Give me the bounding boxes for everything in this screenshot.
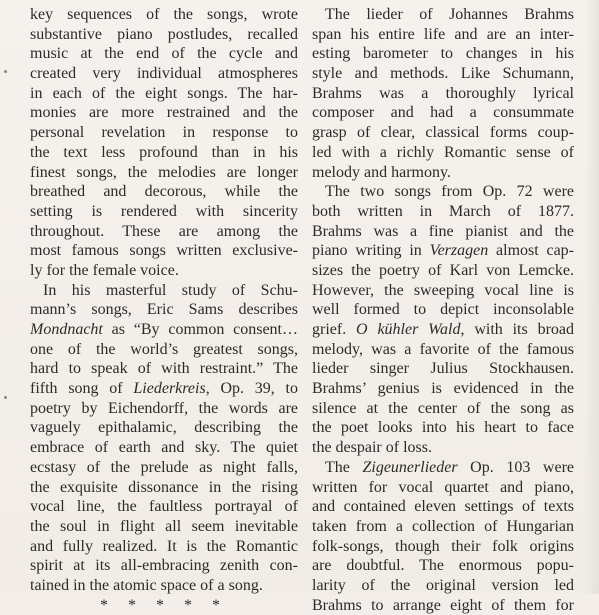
text-line: monies are more restrained and the xyxy=(30,104,298,122)
text-line: The Zigeunerlieder Op. 103 were xyxy=(325,458,575,476)
text-line: personal revelation in response to xyxy=(30,124,298,142)
text-line: span his entire life and are an inter- xyxy=(312,25,574,43)
text-line: created very individual atmospheres xyxy=(30,65,298,83)
text-line: the soul in flight all seem inevitable xyxy=(30,517,298,535)
section-separator: * * * * * xyxy=(100,596,228,614)
text-line: throughout. These are among the xyxy=(30,222,298,240)
text-line: poetry by Eichendorff, the words are xyxy=(30,399,298,417)
text-line: led with a richly Romantic sense of xyxy=(312,143,574,161)
text-line: grasp of clear, classical forms coup- xyxy=(312,124,574,142)
text-line: The lieder of Johannes Brahms xyxy=(325,6,574,23)
text-line: mann’s songs, Eric Sams describes xyxy=(30,301,298,319)
text-line: In his masterful study of Schu- xyxy=(43,281,298,299)
text-line: one of the world’s greatest songs, xyxy=(30,340,298,358)
text-line: esting barometer to changes in his xyxy=(312,45,574,63)
text-line: the poet looks into his heart to face xyxy=(312,419,574,437)
text-line: folk-songs, though their folk origins xyxy=(312,537,574,555)
text-line: the exquisite dissonance in the rising xyxy=(30,478,298,496)
text-line: However, the sweeping vocal line is xyxy=(312,281,574,299)
text-line: both written in March of 1877. xyxy=(312,202,574,220)
text-line: Brahms was a thoroughly lyrical xyxy=(312,84,574,102)
text-line: written for vocal quartet and piano, xyxy=(312,478,574,496)
text-line: substantive piano postludes, recalled xyxy=(30,25,298,43)
text-line: key sequences of the songs, wrote xyxy=(30,6,298,23)
text-line: lieder singer Julius Stockhausen. xyxy=(312,360,574,378)
text-line: in each of the eight songs. The har- xyxy=(30,84,298,102)
text-line: most famous songs written exclusive- xyxy=(30,242,298,260)
margin-speck xyxy=(4,396,7,399)
text-line: are doubtful. The enormous popu- xyxy=(312,557,574,575)
text-line: the text less profound than in his xyxy=(30,143,298,161)
left-text-column xyxy=(30,5,298,615)
text-line: The two songs from Op. 72 were xyxy=(325,183,574,201)
margin-speck xyxy=(4,70,7,73)
text-line: style and methods. Like Schumann, xyxy=(312,65,574,83)
page-edge-shadow xyxy=(585,0,599,594)
text-line: breathed and decorous, while the xyxy=(30,183,298,201)
text-line: grief. O kühler Wald, with its broad xyxy=(312,321,574,338)
text-line: composer and had a consummate xyxy=(312,104,574,122)
text-line: Brahms’ genius is evidenced in the xyxy=(312,380,574,398)
text-line: embrace of earth and sky. The quiet xyxy=(30,439,298,457)
text-line: well formed to depict inconsolable xyxy=(312,301,574,319)
text-line: the despair of loss. xyxy=(312,439,432,457)
text-line: Brahms to arrange eight of them for xyxy=(312,596,574,614)
text-line: sizes the poetry of Karl von Lemcke. xyxy=(312,261,574,279)
text-line: larity of the original version led xyxy=(312,576,574,594)
right-text-column xyxy=(312,5,574,615)
text-line: vocal line, the faultless portrayal of xyxy=(30,498,298,516)
text-line: silence at the center of the song as xyxy=(312,399,574,417)
text-line: finest songs, the melodies are longer xyxy=(30,163,298,181)
text-line: ly for the female voice. xyxy=(30,261,179,279)
text-line: spirit at its all-embracing zenith con- xyxy=(30,557,298,575)
text-line: piano writing in Verzagen almost cap- xyxy=(312,242,574,260)
text-line: taken from a collection of Hungarian xyxy=(312,517,574,535)
text-line: hard to speak of with restraint.” The xyxy=(30,360,298,378)
text-line: Brahms was a fine pianist and the xyxy=(312,222,574,240)
text-line: setting is rendered with sincerity xyxy=(30,202,298,220)
text-line: melody, was a favorite of the famous xyxy=(312,340,574,358)
text-line: and contained eleven settings of texts xyxy=(312,498,574,516)
text-line: vaguely epithalamic, describing the xyxy=(30,419,298,437)
text-line: ecstasy of the prelude as night falls, xyxy=(30,458,298,476)
text-line: Mondnacht as “By common consent… xyxy=(30,321,298,338)
text-line: music at the end of the cycle and xyxy=(30,45,298,63)
text-line: fifth song of Liederkreis, Op. 39, to xyxy=(30,380,298,398)
text-line: and fully realized. It is the Romantic xyxy=(30,537,298,555)
text-line: tained in the atomic space of a song. xyxy=(30,576,263,594)
text-line: melody and harmony. xyxy=(312,163,451,181)
